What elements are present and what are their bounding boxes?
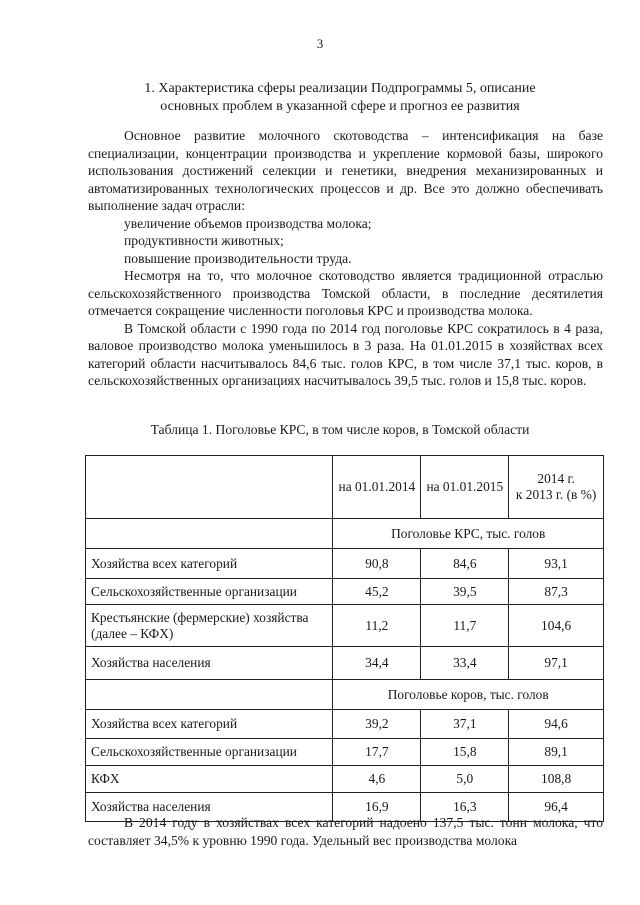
row-value-2014: 45,2	[333, 579, 421, 605]
section-heading-cows: Поголовье коров, тыс. голов	[333, 680, 604, 710]
row-label: КФХ	[86, 766, 333, 793]
header-2015: на 01.01.2015	[421, 456, 509, 519]
task-item-3: повышение производительности труда.	[124, 250, 352, 266]
row-value-percent: 96,4	[509, 793, 604, 822]
row-value-2015: 16,3	[421, 793, 509, 822]
row-label: Сельскохозяйственные организации	[86, 579, 333, 605]
table-row	[86, 647, 604, 680]
row-value-percent: 97,1	[509, 647, 604, 680]
table-row	[86, 766, 604, 793]
section-spacer	[86, 680, 333, 710]
row-label: Хозяйства всех категорий	[86, 710, 333, 739]
table-caption: Таблица 1. Поголовье КРС, в том числе коров, в Томской области	[150, 422, 530, 437]
body-text	[88, 127, 603, 390]
row-label: Хозяйства всех категорий	[86, 549, 333, 579]
header-percent	[509, 456, 604, 519]
row-value-2015: 11,7	[421, 605, 509, 647]
table-row	[86, 549, 604, 579]
table-row	[86, 579, 604, 605]
section-row-cattle	[86, 519, 604, 549]
section-spacer	[86, 519, 333, 549]
row-value-2014: 17,7	[333, 739, 421, 766]
row-value-2014: 34,4	[333, 647, 421, 680]
row-value-2014: 90,8	[333, 549, 421, 579]
table-row	[86, 739, 604, 766]
row-value-2015: 39,5	[421, 579, 509, 605]
section-heading-cattle: Поголовье КРС, тыс. голов	[333, 519, 604, 549]
row-label: Крестьянские (фермерские) хозяйства (далее – КФХ)	[86, 605, 333, 647]
row-value-percent: 94,6	[509, 710, 604, 739]
row-value-2014: 4,6	[333, 766, 421, 793]
row-value-2015: 5,0	[421, 766, 509, 793]
header-percent-line-2: к 2013 г. (в %)	[515, 487, 597, 502]
row-value-percent: 93,1	[509, 549, 604, 579]
row-value-2014: 39,2	[333, 710, 421, 739]
header-percent-line-1: 2014 г.	[537, 471, 575, 486]
row-value-percent: 89,1	[509, 739, 604, 766]
body-text-bottom	[88, 814, 603, 850]
row-value-percent: 87,3	[509, 579, 604, 605]
livestock-table	[85, 455, 604, 822]
row-value-2015: 15,8	[421, 739, 509, 766]
row-value-2015: 37,1	[421, 710, 509, 739]
paragraph-intro: Основное развитие молочного скотоводства – интенсификация на базе специализации, концентрации производства и укрепление кормовой базы, широкого использования достижений селекции и генетики, внедрения механизированных и автоматизированных технологических процессов и др. Все это должно обеспечивать выполнение задач отрасли:	[88, 128, 603, 213]
task-item-1: увеличение объемов производства молока;	[124, 215, 372, 231]
row-value-percent: 104,6	[509, 605, 604, 647]
section-title-line-2: основных проблем в указанной сфере и прогноз ее развития	[160, 99, 520, 114]
row-label: Сельскохозяйственные организации	[86, 739, 333, 766]
header-2014: на 01.01.2014	[333, 456, 421, 519]
row-value-2015: 33,4	[421, 647, 509, 680]
paragraph-milk-production: В 2014 году в хозяйствах всех категорий надоено 137,5 тыс. тонн молока, что составляет 34,5% к уровню 1990 года. Удельный вес производства молока	[88, 815, 603, 848]
paragraph-statistics: В Томской области с 1990 года по 2014 год поголовье КРС сократилось в 4 раза, валовое производство молока уменьшилось в 3 раза. На 01.01.2015 в хозяйствах всех категорий области насчитывалось 84,6 тыс. голов КРС, в том числе 37,1 тыс. коров, в сельскохозяйственных организациях насчитывалось 39,5 тыс. голов и 15,8 тыс. коров.	[88, 320, 603, 388]
row-value-2014: 16,9	[333, 793, 421, 822]
table-row	[86, 605, 604, 647]
section-title	[90, 80, 590, 116]
row-value-2014: 11,2	[333, 605, 421, 647]
row-value-percent: 108,8	[509, 766, 604, 793]
page-number: 3	[316, 36, 324, 51]
header-empty	[86, 456, 333, 519]
paragraph-decline: Несмотря на то, что молочное скотоводство является традиционной отраслью сельскохозяйственного производства Томской области, в последние десятилетия отмечается сокращение численности поголовья КРС и производства молока.	[88, 268, 603, 318]
section-row-cows	[86, 680, 604, 710]
task-item-2: продуктивности животных;	[124, 233, 284, 248]
table-header-row	[86, 456, 604, 519]
row-label: Хозяйства населения	[86, 793, 333, 822]
row-label: Хозяйства населения	[86, 647, 333, 680]
section-title-line-1: 1. Характеристика сферы реализации Подпрограммы 5, описание	[144, 81, 536, 96]
table-row	[86, 710, 604, 739]
row-value-2015: 84,6	[421, 549, 509, 579]
